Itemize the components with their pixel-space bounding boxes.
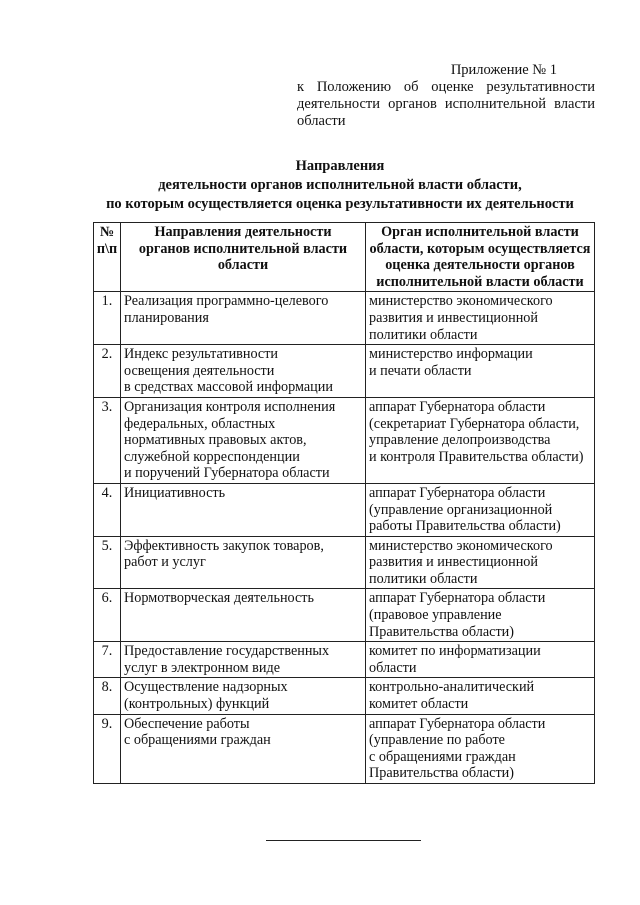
table-row bbox=[94, 397, 595, 483]
heading-line: Направления bbox=[295, 158, 385, 174]
document-heading bbox=[60, 157, 620, 214]
appendix-block bbox=[297, 62, 595, 130]
table-body bbox=[94, 292, 595, 784]
cell-number: 6. bbox=[94, 589, 121, 642]
closing-rule bbox=[266, 840, 421, 841]
table-header-row bbox=[94, 223, 595, 292]
cell-direction: Инициативность bbox=[121, 483, 366, 536]
appendix-number: Приложение № 1 bbox=[450, 62, 557, 78]
header-number: № п\п bbox=[94, 223, 121, 292]
cell-direction: Реализация программно-целевого планирования bbox=[121, 292, 366, 345]
cell-direction: Осуществление надзорных (контрольных) функций bbox=[121, 678, 366, 714]
cell-direction: Организация контроля исполнения федеральных, областных нормативных правовых актов, служебной корреспонденции и поручений Губернатора области bbox=[121, 397, 366, 483]
cell-direction: Эффективность закупок товаров, работ и услуг bbox=[121, 536, 366, 589]
heading-line: по которым осуществляется оценка результативности их деятельности bbox=[106, 196, 574, 212]
cell-organ: министерство экономического развития и инвестиционной политики области bbox=[366, 292, 595, 345]
table-row bbox=[94, 483, 595, 536]
heading-line: деятельности органов исполнительной власти области, bbox=[158, 177, 522, 193]
cell-organ: аппарат Губернатора области (правовое управление Правительства области) bbox=[366, 589, 595, 642]
cell-organ: аппарат Губернатора области (управление по работе с обращениями граждан Правительства области) bbox=[366, 714, 595, 783]
cell-organ: аппарат Губернатора области (управление организационной работы Правительства области) bbox=[366, 483, 595, 536]
table-row bbox=[94, 345, 595, 398]
table-row bbox=[94, 714, 595, 783]
appendix-line: деятельности органов исполнительной власти bbox=[297, 96, 595, 112]
table-row bbox=[94, 678, 595, 714]
cell-number: 9. bbox=[94, 714, 121, 783]
cell-organ: контрольно-аналитический комитет области bbox=[366, 678, 595, 714]
table-row bbox=[94, 536, 595, 589]
table-row bbox=[94, 292, 595, 345]
cell-number: 1. bbox=[94, 292, 121, 345]
cell-number: 8. bbox=[94, 678, 121, 714]
header-direction: Направления деятельности органов исполнительной власти области bbox=[121, 223, 366, 292]
cell-direction: Индекс результативности освещения деятельности в средствах массовой информации bbox=[121, 345, 366, 398]
cell-number: 7. bbox=[94, 642, 121, 678]
table-row bbox=[94, 589, 595, 642]
appendix-line: области bbox=[297, 113, 346, 129]
cell-organ: министерство информации и печати области bbox=[366, 345, 595, 398]
cell-organ: комитет по информатизации области bbox=[366, 642, 595, 678]
directions-table bbox=[93, 222, 595, 784]
header-organ: Орган исполнительной власти области, которым осуществляется оценка деятельности органов исполнительной власти области bbox=[366, 223, 595, 292]
cell-number: 5. bbox=[94, 536, 121, 589]
cell-number: 4. bbox=[94, 483, 121, 536]
appendix-line: к Положению об оценке результативности bbox=[297, 79, 595, 95]
cell-organ: министерство экономического развития и инвестиционной политики области bbox=[366, 536, 595, 589]
cell-number: 3. bbox=[94, 397, 121, 483]
table-row bbox=[94, 642, 595, 678]
cell-direction: Предоставление государственных услуг в электронном виде bbox=[121, 642, 366, 678]
cell-number: 2. bbox=[94, 345, 121, 398]
cell-direction: Нормотворческая деятельность bbox=[121, 589, 366, 642]
cell-direction: Обеспечение работы с обращениями граждан bbox=[121, 714, 366, 783]
cell-organ: аппарат Губернатора области (секретариат Губернатора области, управление делопроизводства и контроля Правительства области) bbox=[366, 397, 595, 483]
